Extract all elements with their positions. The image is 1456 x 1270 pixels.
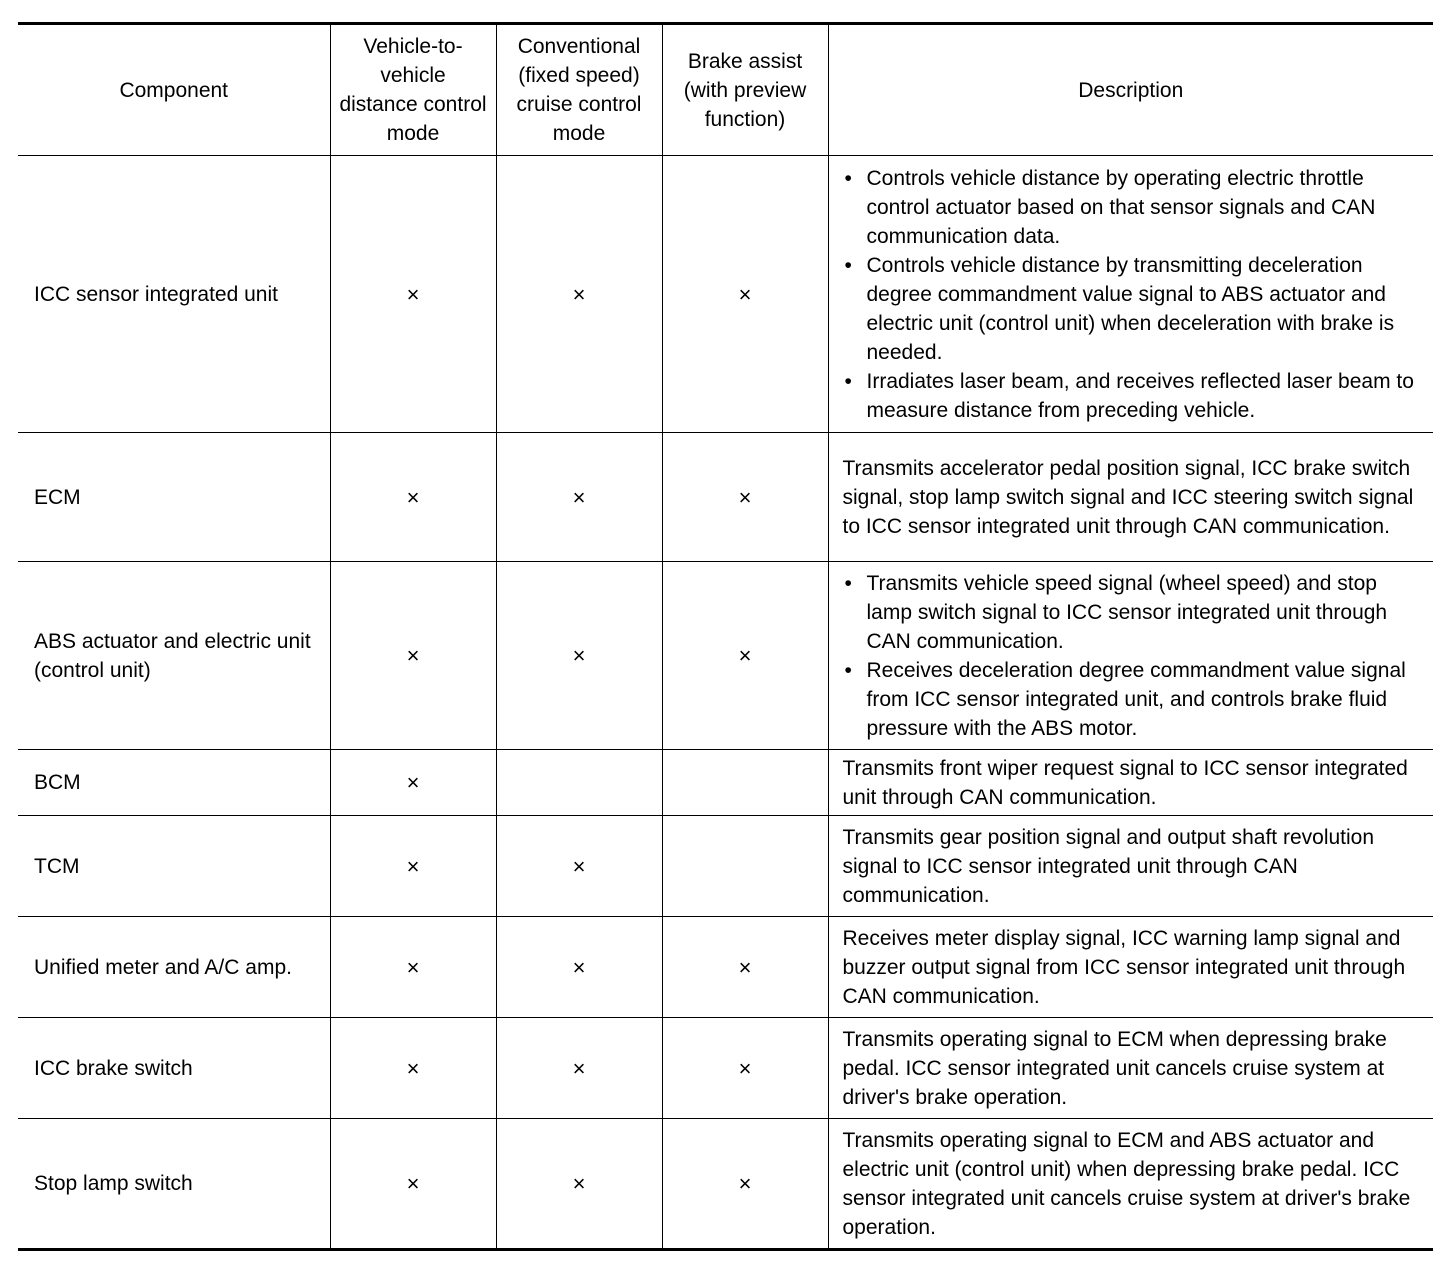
description-cell: Transmits gear position signal and output shaft revolution signal to ICC sensor integrated unit through CAN communication. bbox=[828, 816, 1433, 917]
brake-assist-mark: × bbox=[662, 1119, 828, 1250]
conventional-mark: × bbox=[496, 917, 662, 1018]
component-name: ABS actuator and electric unit (control unit) bbox=[18, 562, 330, 750]
header-conventional-mode: Conventional (fixed speed) cruise control mode bbox=[496, 24, 662, 156]
brake-assist-mark: × bbox=[662, 917, 828, 1018]
table-row bbox=[18, 156, 1433, 433]
header-brake-assist: Brake assist (with preview function) bbox=[662, 24, 828, 156]
description-cell: Transmits accelerator pedal position signal, ICC brake switch signal, stop lamp switch signal and ICC steering switch signal to ICC sensor integrated unit through CAN communication. bbox=[828, 433, 1433, 562]
component-table-container bbox=[18, 22, 1433, 1251]
brake-assist-mark bbox=[662, 750, 828, 816]
bullet-icon: • bbox=[844, 166, 852, 190]
description-bullet bbox=[843, 656, 1426, 743]
description-bullet bbox=[843, 367, 1426, 425]
table-row bbox=[18, 1018, 1433, 1119]
description-cell: Transmits operating signal to ECM when depressing brake pedal. ICC sensor integrated unit cancels cruise system at driver's brake operation. bbox=[828, 1018, 1433, 1119]
description-cell bbox=[828, 562, 1433, 750]
brake-assist-mark: × bbox=[662, 156, 828, 433]
brake-assist-mark: × bbox=[662, 1018, 828, 1119]
bullet-text: Receives deceleration degree commandment value signal from ICC sensor integrated unit, and controls brake fluid pressure with the ABS motor. bbox=[866, 658, 1406, 740]
bullet-icon: • bbox=[844, 571, 852, 595]
v2v-mark: × bbox=[330, 1119, 496, 1250]
bullet-text: Controls vehicle distance by transmitting deceleration degree commandment value signal to ABS actuator and electric unit (control unit) when deceleration with brake is needed. bbox=[866, 253, 1395, 364]
component-name: ICC sensor integrated unit bbox=[18, 156, 330, 433]
component-table bbox=[18, 22, 1433, 1251]
table-row bbox=[18, 562, 1433, 750]
table-row bbox=[18, 433, 1433, 562]
v2v-mark: × bbox=[330, 917, 496, 1018]
bullet-text: Transmits vehicle speed signal (wheel speed) and stop lamp switch signal to ICC sensor integrated unit through CAN communication. bbox=[866, 571, 1388, 653]
bullet-text: Irradiates laser beam, and receives reflected laser beam to measure distance from preceding vehicle. bbox=[866, 369, 1414, 422]
header-description: Description bbox=[828, 24, 1433, 156]
table-row bbox=[18, 750, 1433, 816]
component-name: ECM bbox=[18, 433, 330, 562]
header-v2v-mode: Vehicle-to-vehicle distance control mode bbox=[330, 24, 496, 156]
component-name: BCM bbox=[18, 750, 330, 816]
table-row bbox=[18, 1119, 1433, 1250]
conventional-mark bbox=[496, 750, 662, 816]
header-component: Component bbox=[18, 24, 330, 156]
description-cell: Transmits operating signal to ECM and ABS actuator and electric unit (control unit) when depressing brake pedal. ICC sensor integrated unit cancels cruise system at driver's brake operation. bbox=[828, 1119, 1433, 1250]
brake-assist-mark: × bbox=[662, 562, 828, 750]
description-cell bbox=[828, 156, 1433, 433]
v2v-mark: × bbox=[330, 433, 496, 562]
component-name: TCM bbox=[18, 816, 330, 917]
bullet-icon: • bbox=[844, 658, 852, 682]
v2v-mark: × bbox=[330, 562, 496, 750]
v2v-mark: × bbox=[330, 1018, 496, 1119]
table-row bbox=[18, 816, 1433, 917]
description-cell: Receives meter display signal, ICC warning lamp signal and buzzer output signal from ICC sensor integrated unit through CAN communication. bbox=[828, 917, 1433, 1018]
description-bullet-list bbox=[843, 164, 1426, 425]
brake-assist-mark: × bbox=[662, 433, 828, 562]
component-name: Unified meter and A/C amp. bbox=[18, 917, 330, 1018]
table-row bbox=[18, 917, 1433, 1018]
conventional-mark: × bbox=[496, 562, 662, 750]
description-bullet bbox=[843, 164, 1426, 251]
description-cell: Transmits front wiper request signal to ICC sensor integrated unit through CAN communication. bbox=[828, 750, 1433, 816]
conventional-mark: × bbox=[496, 433, 662, 562]
conventional-mark: × bbox=[496, 1119, 662, 1250]
header-row bbox=[18, 24, 1433, 156]
bullet-text: Controls vehicle distance by operating electric throttle control actuator based on that sensor signals and CAN communication data. bbox=[866, 166, 1376, 248]
conventional-mark: × bbox=[496, 156, 662, 433]
v2v-mark: × bbox=[330, 816, 496, 917]
description-bullet bbox=[843, 251, 1426, 367]
bullet-icon: • bbox=[844, 253, 852, 277]
description-bullet bbox=[843, 569, 1426, 656]
component-name: Stop lamp switch bbox=[18, 1119, 330, 1250]
component-name: ICC brake switch bbox=[18, 1018, 330, 1119]
conventional-mark: × bbox=[496, 816, 662, 917]
bullet-icon: • bbox=[844, 369, 852, 393]
v2v-mark: × bbox=[330, 750, 496, 816]
description-bullet-list bbox=[843, 569, 1426, 743]
v2v-mark: × bbox=[330, 156, 496, 433]
conventional-mark: × bbox=[496, 1018, 662, 1119]
brake-assist-mark bbox=[662, 816, 828, 917]
